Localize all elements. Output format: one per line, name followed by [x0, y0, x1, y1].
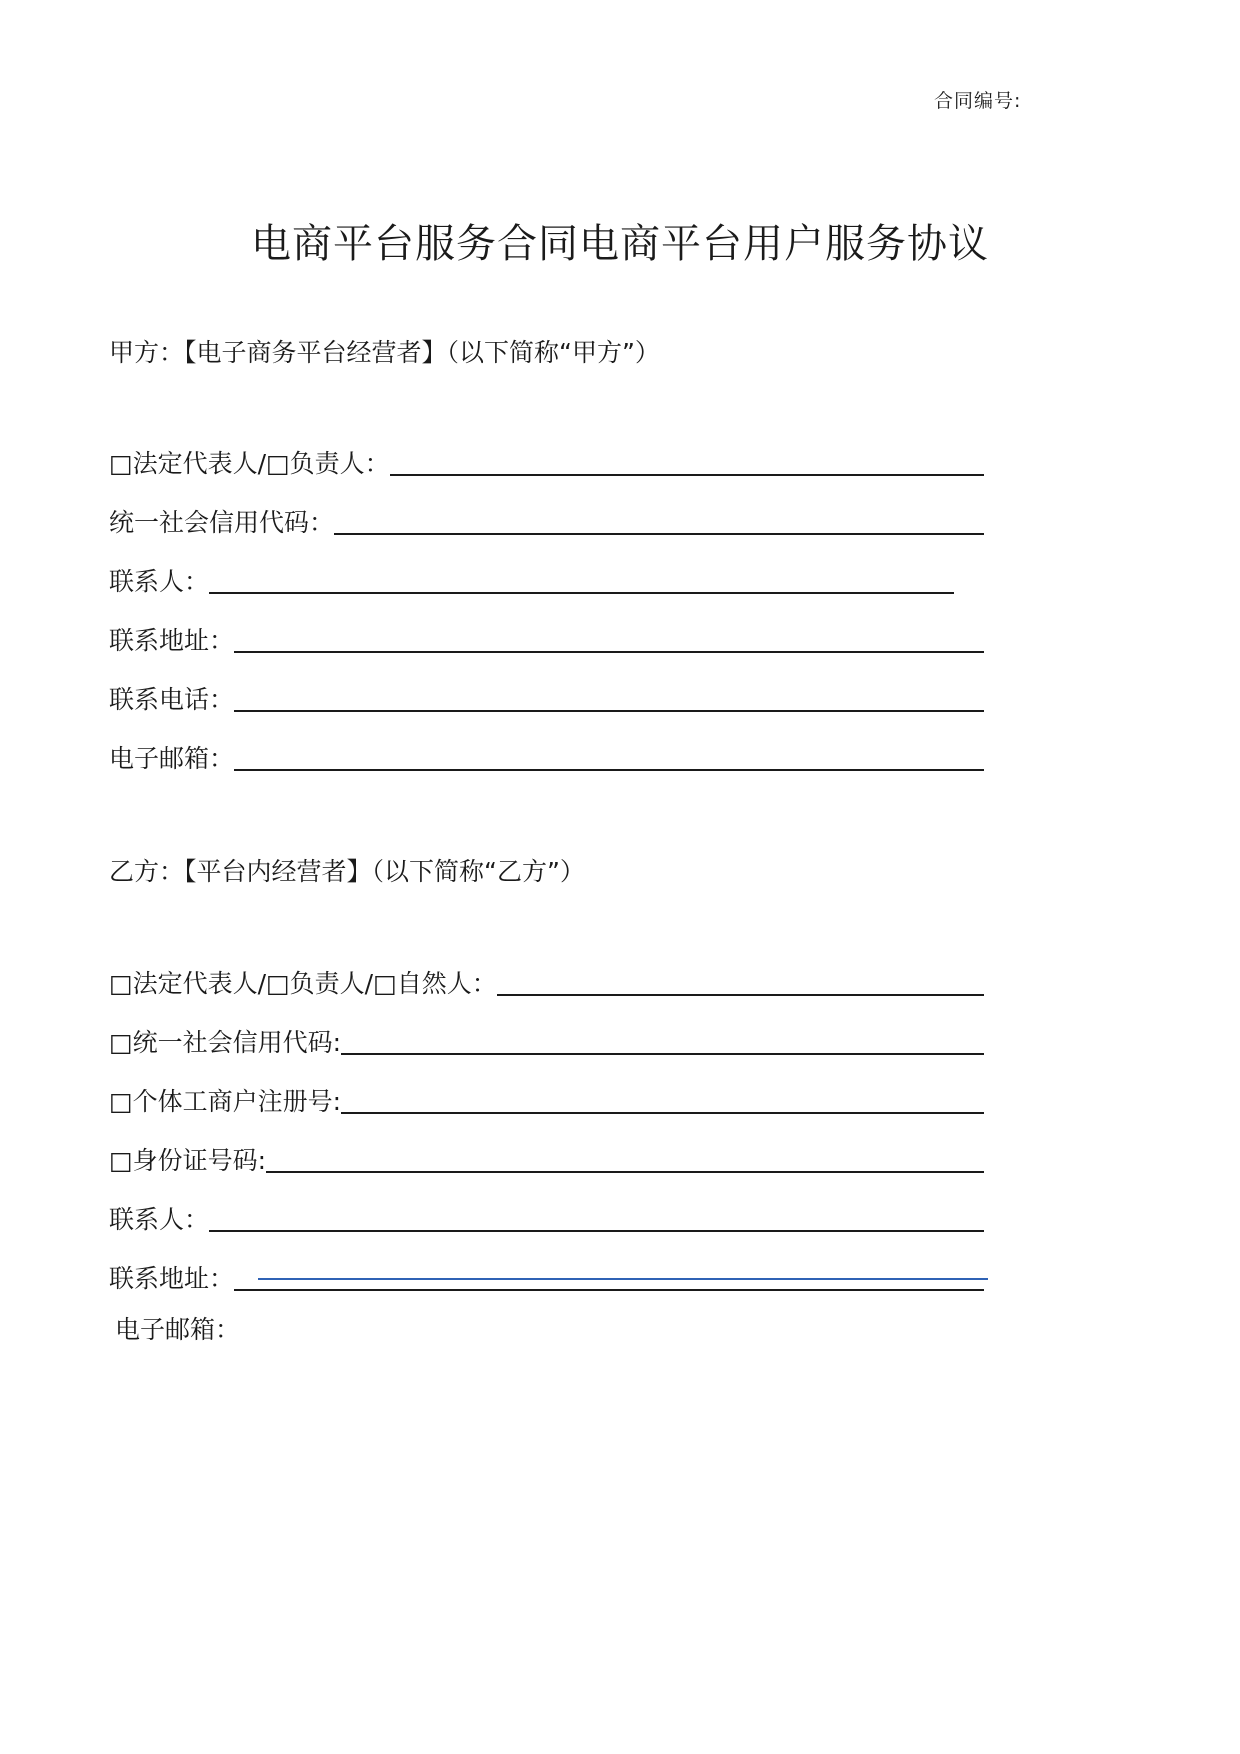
party-b-id-number-field[interactable]: [109, 1142, 984, 1176]
field-label: 联系地址：: [109, 1264, 235, 1293]
field-label: □法定代表人/□负责人/□自然人：: [109, 969, 497, 998]
blue-underline-rule: [258, 1278, 988, 1280]
blank-line[interactable]: [234, 1261, 984, 1291]
blank-line[interactable]: [266, 1143, 984, 1173]
party-a-contact-address-field[interactable]: [109, 622, 984, 656]
field-label: 统一社会信用代码：: [109, 508, 335, 537]
blank-line[interactable]: [209, 1202, 984, 1232]
field-label: □统一社会信用代码:: [109, 1028, 342, 1057]
field-label: □个体工商户注册号:: [109, 1087, 342, 1116]
party-a-credit-code-field[interactable]: [109, 504, 984, 538]
party-b-contact-person-field[interactable]: [109, 1201, 984, 1235]
party-b-email-label: 电子邮箱：: [115, 1315, 241, 1344]
party-b-contact-address-field[interactable]: [109, 1260, 984, 1294]
blank-line[interactable]: [341, 1084, 984, 1114]
field-label: 联系人：: [109, 1205, 210, 1234]
document-title: 电商平台服务合同电商平台用户服务协议: [251, 221, 989, 267]
party-b-credit-code-field[interactable]: [109, 1024, 984, 1058]
field-label: □法定代表人/□负责人：: [109, 449, 390, 478]
field-label: □身份证号码:: [109, 1146, 267, 1175]
party-b-heading: 乙方：【平台内经营者】（以下简称“乙方”）: [109, 857, 585, 886]
party-a-email-field[interactable]: [109, 740, 984, 774]
field-label: 联系人：: [109, 567, 210, 596]
blank-line[interactable]: [234, 682, 984, 712]
blank-line[interactable]: [234, 741, 984, 771]
blank-line[interactable]: [334, 505, 984, 535]
blank-line[interactable]: [341, 1025, 984, 1055]
blank-line[interactable]: [497, 966, 984, 996]
blank-line[interactable]: [209, 564, 954, 594]
party-b-business-registration-field[interactable]: [109, 1083, 984, 1117]
party-a-heading: 甲方：【电子商务平台经营者】（以下简称“甲方”）: [109, 338, 660, 367]
field-label: 电子邮箱：: [109, 744, 235, 773]
field-label: 联系电话：: [109, 685, 235, 714]
contract-number-label: 合同编号:: [934, 90, 1022, 112]
party-a-legal-representative-field[interactable]: [109, 445, 984, 479]
blank-line[interactable]: [390, 446, 984, 476]
party-a-contact-person-field[interactable]: [109, 563, 984, 597]
blank-line[interactable]: [234, 623, 984, 653]
party-b-legal-representative-field[interactable]: [109, 965, 984, 999]
party-a-contact-phone-field[interactable]: [109, 681, 984, 715]
field-label: 联系地址：: [109, 626, 235, 655]
